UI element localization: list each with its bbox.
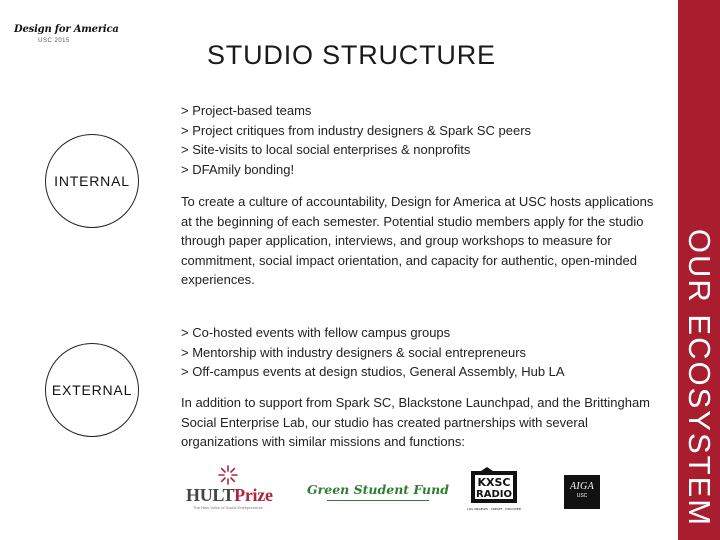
kxsc-line2: RADIO [476, 489, 512, 500]
hult-starburst-icon [217, 464, 239, 486]
kxsc-line1: KXSC [477, 476, 511, 489]
aiga-sub: USC [576, 493, 588, 499]
internal-paragraph: To create a culture of accountability, Design for America at USC hosts applications at the beginning of each semester. Potential studio members apply for the studio through paper application, interviews, and group workshops to measure for commitment, social impact orientation, and capacity for authentic, open-minded experiences. [181, 194, 654, 287]
external-label: EXTERNAL [51, 382, 133, 398]
aiga-name: AIGA [570, 481, 594, 492]
green-student-fund-logo [307, 482, 449, 501]
gsf-underline [327, 500, 429, 501]
kxsc-tagline: LOS ANGELES · CREATE · DISCOVER [467, 507, 521, 511]
kxsc-radio-logo [467, 467, 521, 513]
external-paragraph-wrap [181, 393, 666, 452]
internal-bullet: > Site-visits to local social enterprises & nonprofits [181, 142, 471, 157]
internal-circle [45, 134, 139, 228]
sidebar [678, 0, 720, 540]
internal-bullet: > DFAmily bonding! [181, 161, 295, 177]
internal-label: INTERNAL [54, 173, 130, 189]
hult-wordmark [186, 485, 273, 505]
hult-text-b: Prize [234, 485, 273, 505]
external-circle [45, 343, 139, 437]
internal-paragraph-wrap [181, 192, 666, 290]
external-bullet: > Off-campus events at design studios, General Assembly, Hub LA [181, 364, 565, 379]
external-bullet: > Mentorship with industry designers & social entrepreneurs [181, 344, 527, 360]
external-bullet: > Co-hosted events with fellow campus groups [181, 325, 451, 340]
brand-subtitle: USC 2015 [38, 38, 70, 44]
aiga-usc-logo [564, 475, 600, 509]
internal-bullet: > Project critiques from industry designers & Spark SC peers [181, 122, 532, 138]
hult-tagline: The New Voice of Social Entrepreneurs [193, 505, 263, 510]
external-bullets [181, 323, 666, 382]
gsf-text: Green Student Fund [307, 482, 449, 497]
hult-prize-logo [186, 464, 273, 510]
brand-name: Design for America [14, 24, 119, 35]
internal-bullet: > Project-based teams [181, 103, 312, 118]
hult-text-a: HULT [186, 485, 235, 505]
brand-logo [14, 24, 119, 44]
internal-bullets [181, 101, 666, 179]
external-paragraph: In addition to support from Spark SC, Blackstone Launchpad, and the Brittingham Social Enterprise Lab, our studio has created partnerships with several organizations with similar missions and functions: [181, 395, 650, 449]
page-title: STUDIO STRUCTURE [207, 40, 496, 70]
sidebar-title: OUR ECOSYSTEM [682, 228, 717, 528]
